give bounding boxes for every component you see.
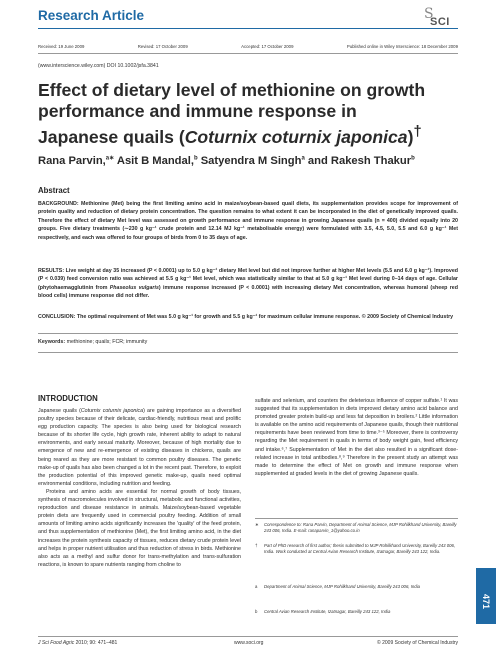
page-number-tab bbox=[476, 568, 496, 624]
keywords-rule-top bbox=[38, 333, 458, 334]
species-name: Coturnix coturnix japonica bbox=[184, 126, 408, 147]
keywords bbox=[38, 339, 147, 345]
date-published: Published online in Wiley Interscience: 18 December 2009 bbox=[346, 44, 458, 49]
date-revised: Revised: 17 October 2009 bbox=[137, 44, 188, 49]
footnote-rule bbox=[255, 518, 458, 519]
title-line-2: performance and immune response in bbox=[38, 101, 357, 121]
sci-logo-text: SCI bbox=[430, 16, 450, 28]
footer-citation: J Sci Food Agric 2010; 90: 471–481 bbox=[38, 640, 118, 646]
date-accepted: Accepted: 17 October 2009 bbox=[241, 44, 294, 49]
page-number: 471 bbox=[481, 594, 491, 610]
footer-copyright: © 2009 Society of Chemical Industry bbox=[377, 640, 458, 646]
footer-rule bbox=[38, 636, 458, 637]
abstract-conclusion: CONCLUSION: The optimal requirement of Met was 5.0 g kg⁻¹ for growth and 5.5 g kg⁻¹ for maximum cellular immune response. © 2009 Society of Chemical Industry bbox=[38, 314, 454, 320]
keywords-rule-bottom bbox=[38, 352, 458, 353]
date-received: Received: 19 June 2009 bbox=[38, 44, 85, 49]
abstract-copyright: © 2009 Society of Chemical Industry bbox=[361, 314, 454, 320]
keywords-label: Keywords: bbox=[38, 339, 66, 345]
keywords-text: methionine; quails; FCR; immunity bbox=[66, 339, 148, 345]
footnote-affiliation-b: b Central Avian Research Institute, Izatnagar, Bareilly 243 122, India bbox=[255, 609, 391, 614]
author-affiliation: a bbox=[301, 155, 305, 162]
doi-link[interactable]: (www.interscience.wiley.com) DOI 10.1002/jsfa.3841 bbox=[38, 63, 159, 69]
author-affiliation: b bbox=[411, 155, 415, 162]
author-affiliation: a∗ bbox=[105, 155, 115, 162]
sci-logo-mark: S bbox=[424, 6, 434, 22]
article-dates bbox=[38, 44, 458, 49]
footer-site-link[interactable]: www.soci.org bbox=[234, 640, 264, 646]
dates-rule bbox=[38, 53, 458, 54]
body-column-left bbox=[38, 407, 241, 569]
footnote-thesis: † Part of PhD research of first author; thesis submitted to MJP Rohilkhand University, Bareilly 243 006, India. Work conducted at Central Avian Research Institute, Izatnagar, Bareilly 243 122, India. bbox=[255, 543, 456, 555]
footnote-correspondence: ∗ Correspondence to: Rana Parvin, Department of Animal Science, MJP Rohilkhand University, Bareilly 243 006, India. E-mail: ranaparvin_1@yahoo.co.in bbox=[255, 522, 457, 534]
introduction-heading: INTRODUCTION bbox=[38, 394, 98, 403]
title-line-3: Japanese quails (Coturnix coturnix japonica)† bbox=[38, 124, 422, 147]
author-list bbox=[38, 155, 468, 167]
author-name: and Rakesh Thakur bbox=[307, 155, 412, 167]
author-name: Rana Parvin, bbox=[38, 155, 106, 167]
header-rule bbox=[38, 28, 458, 29]
sci-logo bbox=[424, 6, 460, 30]
author-affiliation: b bbox=[193, 155, 198, 162]
abstract-heading: Abstract bbox=[38, 186, 70, 195]
intro-paragraph-1: Japanese quails (Coturnix coturnix japonica) are gaining importance as a diversified poultry species because of their delicate, cardiac-friendly, nutritious meat and prolific egg production capacity. The species is also being used for biological research because of its shorter life cycle, high growth rate, inherent ability to adapt to natural environments, and early sexual maturity. Moreover, because of high mortality due to emergence of new and re-emergence of existing diseases in chickens, quails are being reared as they are more resistant to common poultry diseases. The genetic make-up of quails has also been changed a lot in the recent past. Therefore, to exploit the production potential of this improved genetic make-up, quails need optimal environmental conditions, including nutrition and feeding. bbox=[38, 408, 241, 487]
title-dagger: † bbox=[413, 124, 422, 140]
author-name: Asit B Mandal, bbox=[116, 155, 194, 167]
intro-paragraph-continued: sulfate and selenium, and counters the deleterious influence of copper sulfate.¹ It was suggested that its supplementation in diets improved dietary amino acid balance and promoted greater protein build-up and less fat deposition in broilers.² Little information is available on the amino acid requirements of Japanese quails, though their nutritional requirements have been reviewed from time to time.³⁻⁵ Moreover, there is controversy regarding the Met requirement in quails in terms of body weight gain, feed efficiency and intake.⁶,⁷ Supplementation of Met in the diet also resulted in a significant dose-related increase in total antibodies.⁸,⁹ Therefore in the present study an attempt was made to determine the effect of Met on growth and immune response when supplemented at graded levels in the diet of growing Japanese quails. bbox=[255, 398, 458, 477]
author-name: Satyendra M Singh bbox=[200, 155, 302, 167]
abstract-results: RESULTS: Live weight at day 35 increased (P < 0.0001) up to 5.0 g kg⁻¹ dietary Met level but did not improve further at higher Met levels (5.5 and 6.0 g kg⁻¹). Improved (P < 0.039) feed conversion ratio was achieved at 5.5 g kg⁻¹ Met level, which was statistically similar to that at 5.0 g kg⁻¹ Met level during 0–14 days of age. Cellular (phytohaemagglutinin from Phaseolus vulgaris) immune response increased (P < 0.0001) with increasing dietary Met concentration, whereas humoral (sheep red blood cells) immune response did not differ. bbox=[38, 268, 458, 300]
section-label: Research Article bbox=[38, 8, 145, 23]
intro-paragraph-2: Proteins and amino acids are essential for normal growth of body tissues, synthesis of macromolecules involved in structural, metabolic and functional activities, reproduction and disease resistance in animals. Maize/soybean-based vegetable protein diets are frequently used in commercial poultry feeding. Addition of small amounts of limiting amino acids significantly increases the 'quality' of the feed protein, and thus supplementation of methionine (Met), the first limiting amino acid, in the diet increases the protein synthesis capacity of tissues, reduces dietary crude protein level and helps in proper nutrient utilisation and thus reduction of stress in birds. Methionine also acts as a methyl and sulfur donor for trans-methylation and trans-sulfuration reactions, is known to spare nutrients ranging from choline to bbox=[38, 488, 241, 568]
body-column-right bbox=[255, 397, 458, 478]
title-line-1: Effect of dietary level of methionine on growth bbox=[38, 80, 426, 100]
abstract-background: BACKGROUND: Methionine (Met) being the first limiting amino acid in maize/soybean-based quail diets, its supplementation provides scope for improvement of protein quality and reduction of dietary protein concentration. The question remains to what extent it can be incorporated in the diet of genetically improved quails. Therefore the effect of dietary Met level was assessed on growth performance and immune response in growing Japanese quails (n = 400) divided equally into 20 groups. Five dietary treatments (∼230 g kg⁻¹ crude protein and 12.14 MJ kg⁻¹ metabolisable energy) were formulated with 3.5, 4.5, 5.0, 5.5 and 6.0 g kg⁻¹ Met respectively, and each was offered to four groups of birds from 0 to 35 days of age. bbox=[38, 201, 458, 241]
article-title bbox=[38, 80, 458, 148]
footnote-affiliation-a: a Department of Animal Science, MJP Rohilkhand University, Bareilly 243 006, India bbox=[255, 584, 421, 589]
